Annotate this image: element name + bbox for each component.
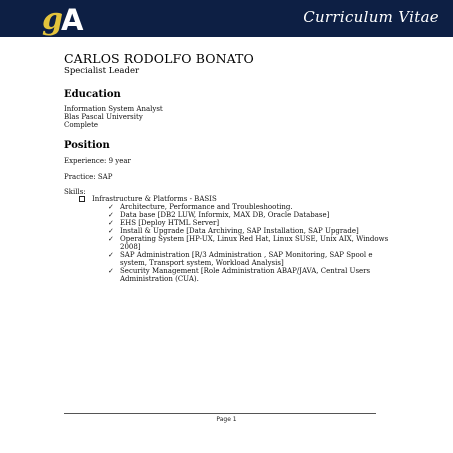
check-mark-icon: ✓ [108, 227, 114, 235]
footer-divider [64, 413, 376, 414]
square-bullet-icon [79, 196, 85, 202]
skill-group: Infrastructure & Platforms - BASIS [92, 195, 217, 203]
logo-letter-a: A [60, 3, 84, 37]
skill-text: Data base [DB2 LUW, Informix, MAX DB, Oracle Database] [120, 211, 330, 219]
education-line: Information System Analyst [64, 105, 163, 113]
skill-item [108, 219, 398, 227]
skill-item [108, 203, 398, 211]
header-bar [0, 0, 453, 37]
skill-item [108, 235, 398, 251]
document-title: Curriculum Vitae [303, 8, 439, 26]
skills-list [108, 203, 398, 283]
skill-item [108, 227, 398, 235]
skill-text: SAP Administration [R/3 Administration , SAP Monitoring, SAP Spool e system, Transport system, Workload Analysis] [120, 251, 373, 267]
check-mark-icon: ✓ [108, 211, 114, 219]
person-role: Specialist Leader [64, 66, 140, 76]
skill-text: Architecture, Performance and Troubleshooting. [120, 203, 293, 211]
check-mark-icon: ✓ [108, 219, 114, 227]
position-heading: Position [64, 140, 110, 151]
check-mark-icon: ✓ [108, 251, 114, 259]
experience-line: Experience: 9 year [64, 157, 131, 165]
education-line: Complete [64, 121, 99, 129]
check-mark-icon: ✓ [108, 235, 114, 243]
company-logo [42, 2, 83, 35]
skill-text: Security Management [Role Administration ABAP/JAVA, Central Users Administration (CUA). [120, 267, 371, 283]
check-mark-icon: ✓ [108, 267, 114, 275]
skills-label: Skills: [64, 188, 86, 196]
skill-item [108, 211, 398, 219]
skill-item [108, 267, 398, 283]
skill-text: EHS [Deploy HTML Server] [120, 219, 220, 227]
skill-text: Operating System [HP-UX, Linux Red Hat, Linux SUSE, Unix AIX, Windows 2008] [120, 235, 389, 251]
education-heading: Education [64, 89, 121, 100]
check-mark-icon: ✓ [108, 203, 114, 211]
practice-line: Practice: SAP [64, 173, 113, 181]
skill-item [108, 251, 398, 267]
education-line: Blas Pascal University [64, 113, 143, 121]
skill-text: Install & Upgrade [Data Archiving, SAP Installation, SAP Upgrade] [120, 227, 359, 235]
logo-letter-g: g [42, 2, 63, 37]
page-number: Page 1 [216, 416, 237, 423]
person-name: CARLOS RODOLFO BONATO [64, 51, 254, 66]
